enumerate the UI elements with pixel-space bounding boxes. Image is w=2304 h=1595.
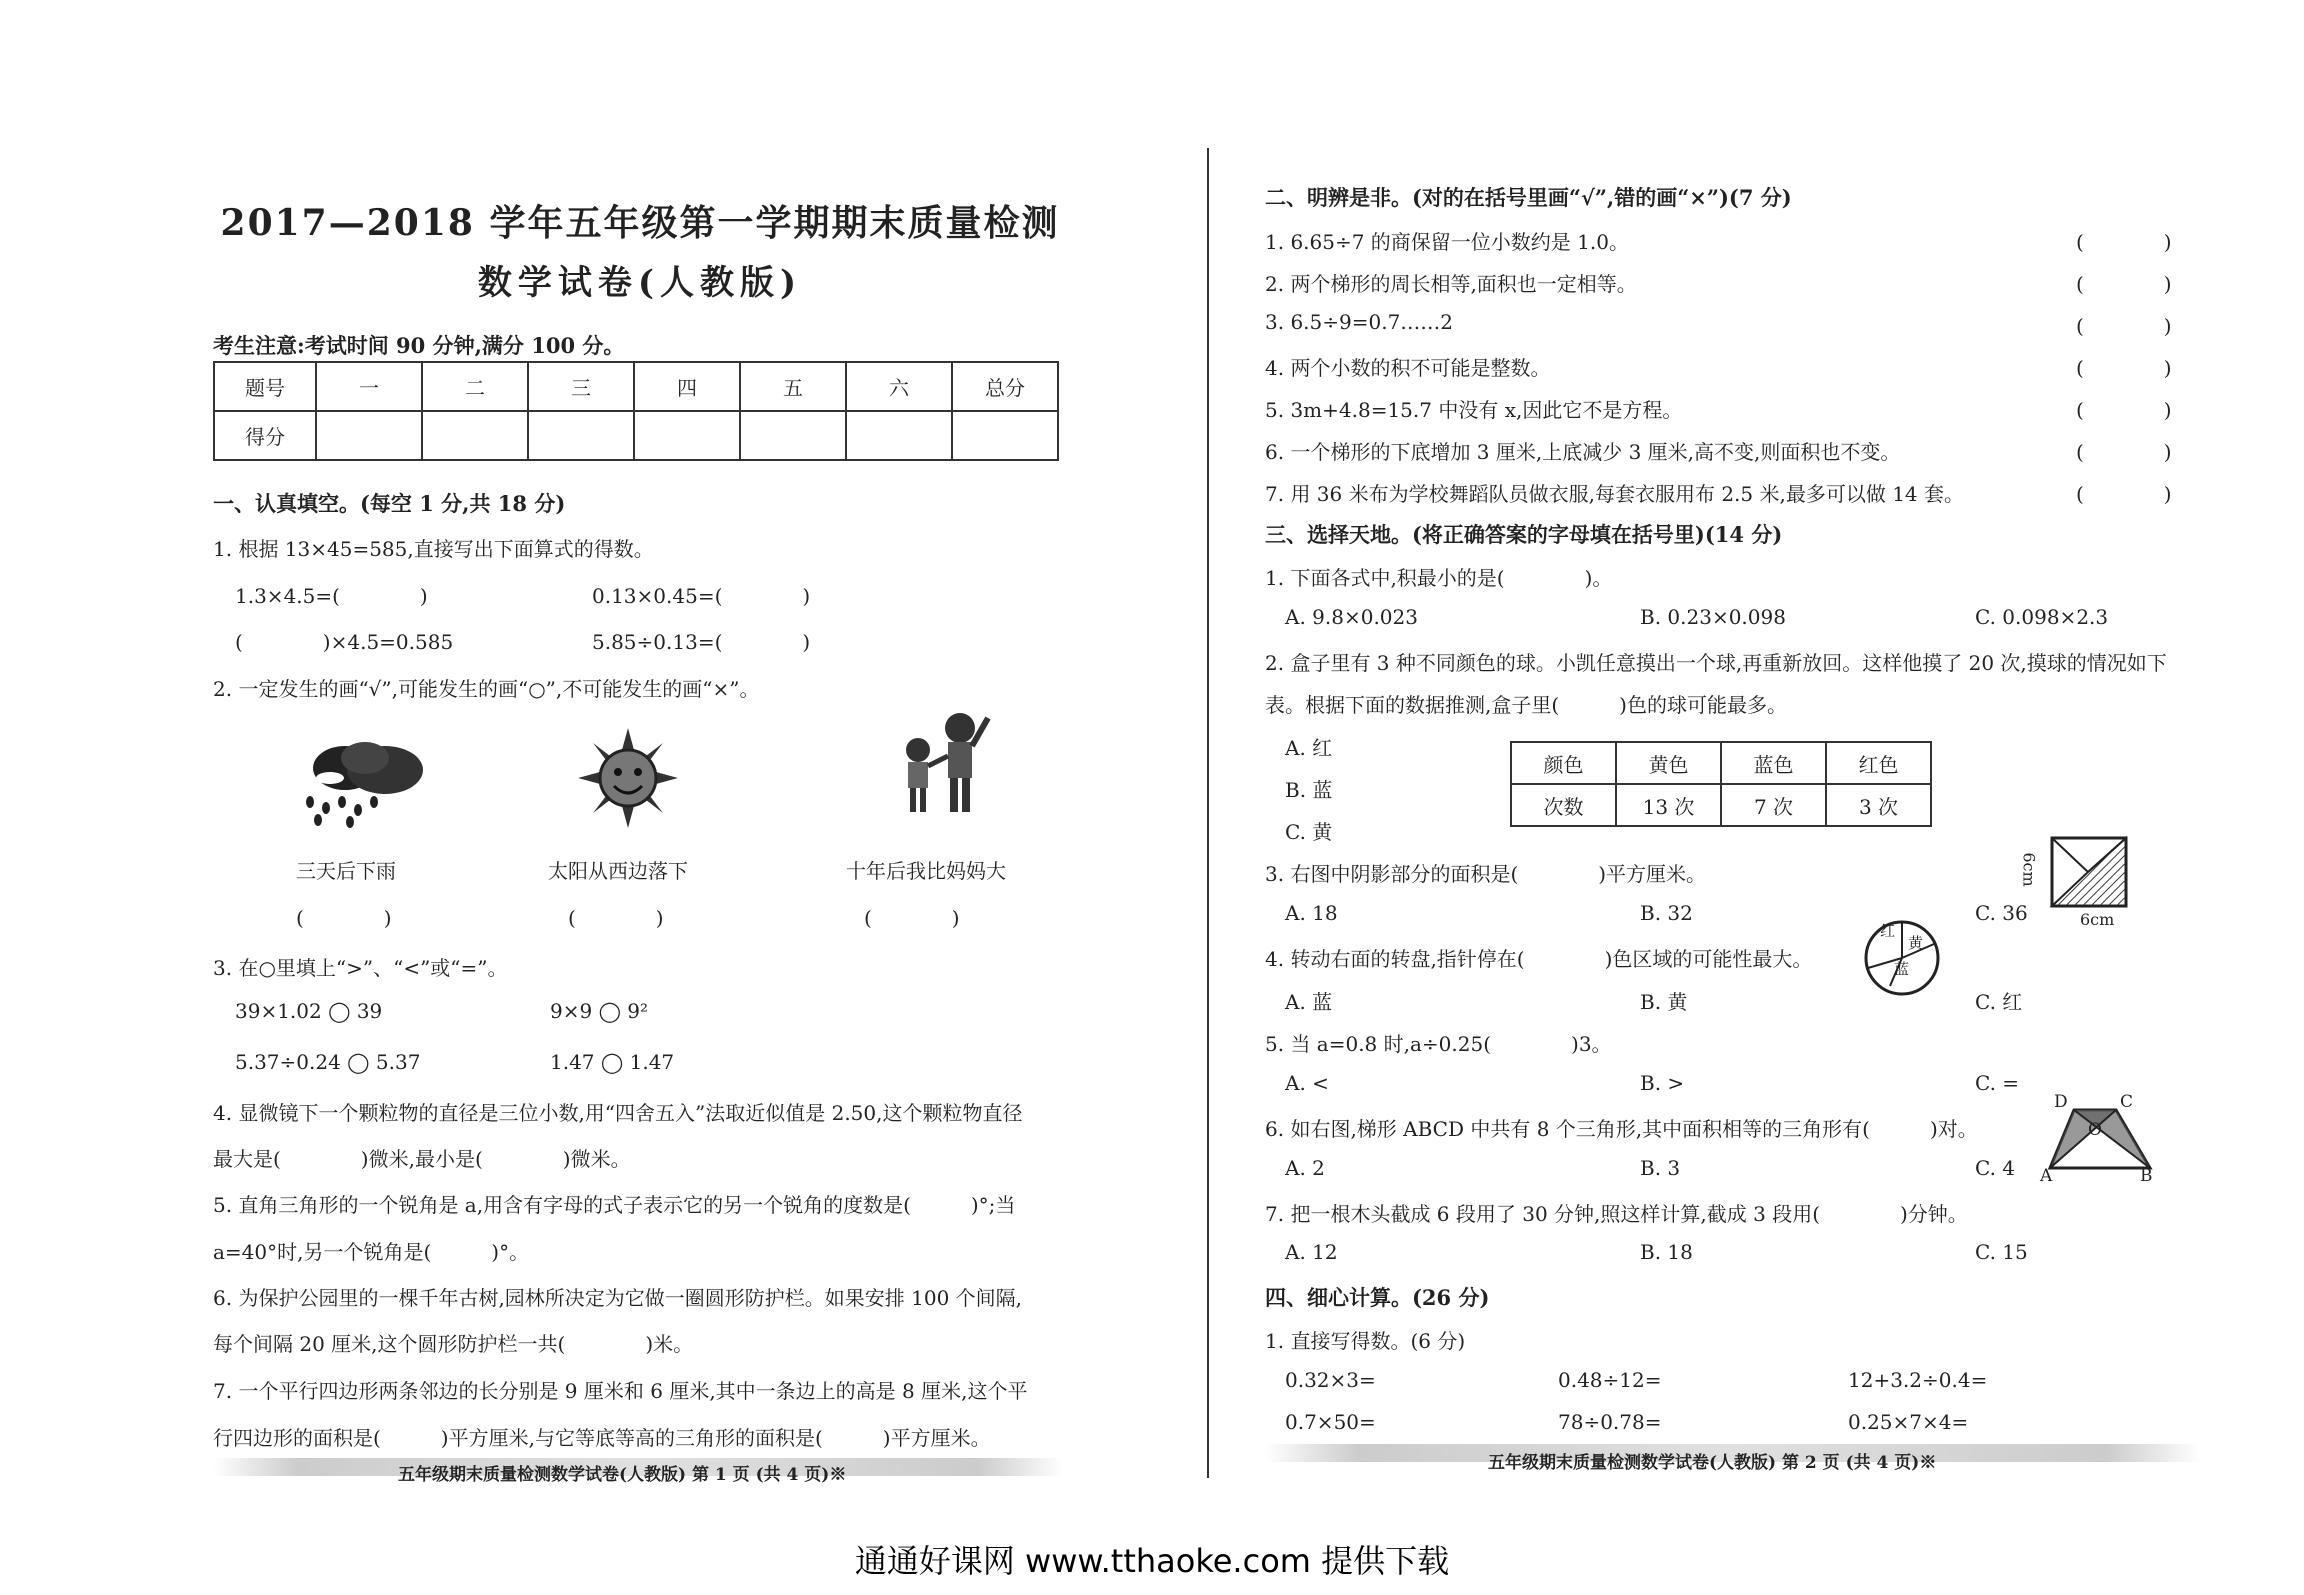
score-header-cell: 四	[634, 362, 740, 411]
question-5-line2: a=40°时,另一个锐角是( )°。	[213, 1240, 530, 1264]
calc-item: 0.25×7×4=	[1848, 1410, 1969, 1434]
color-table-cell: 3 次	[1826, 784, 1931, 826]
question-4-line2: 最大是( )微米,最小是( )微米。	[213, 1147, 631, 1171]
choice-2-line2: 表。根据下面的数据推测,盒子里( )色的球可能最多。	[1265, 693, 1787, 717]
score-cell[interactable]	[846, 411, 952, 460]
choice-4: 4. 转动右面的转盘,指针停在( )色区域的可能性最大。	[1265, 947, 1813, 971]
judge-item: 1. 6.65÷7 的商保留一位小数约是 1.0。	[1265, 230, 1629, 254]
question-6-line2: 每个间隔 20 厘米,这个圆形防护栏一共( )米。	[213, 1332, 694, 1356]
choice-6-option: C. 4	[1975, 1156, 2016, 1180]
page-divider	[1207, 148, 1209, 1478]
score-header-cell: 五	[740, 362, 846, 411]
question-6-line1: 6. 为保护公园里的一棵千年古树,园林所决定为它做一圈圆形防护栏。如果安排 100 个间隔,	[213, 1286, 1023, 1310]
choice-3: 3. 右图中阴影部分的面积是( )平方厘米。	[1265, 862, 1707, 886]
question-1: 1. 根据 13×45=585,直接写出下面算式的得数。	[213, 537, 654, 561]
sun-icon	[578, 728, 678, 828]
section-1-heading: 一、认真填空。(每空 1 分,共 18 分)	[213, 491, 566, 516]
choice-3-option: B. 32	[1640, 901, 1693, 925]
score-cell[interactable]	[740, 411, 846, 460]
question-1d: 5.85÷0.13=( )	[592, 630, 811, 654]
choice-5: 5. 当 a=0.8 时,a÷0.25( )3。	[1265, 1032, 1612, 1056]
judge-item: 2. 两个梯形的周长相等,面积也一定相等。	[1265, 272, 1637, 296]
choice-7-option: C. 15	[1975, 1240, 2028, 1264]
choice-7-option: B. 18	[1640, 1240, 1693, 1264]
question-1b: 0.13×0.45=( )	[592, 584, 811, 608]
page1-footer: 五年级期末质量检测数学试卷(人教版) 第 1 页 (共 4 页)※	[398, 1465, 847, 1485]
trapezoid-label-o: O	[2088, 1120, 2102, 1140]
q2-answer-blank[interactable]: ( )	[568, 906, 664, 930]
color-table-cell: 次数	[1511, 784, 1616, 826]
spinner-label: 红	[1880, 922, 1896, 940]
question-3b: 9×9 ◯ 9²	[550, 999, 649, 1023]
color-table-cell: 7 次	[1721, 784, 1826, 826]
judge-item: 7. 用 36 米布为学校舞蹈队员做衣服,每套衣服用布 2.5 米,最多可以做 14 套。	[1265, 482, 1965, 506]
section-4-heading: 四、细心计算。(26 分)	[1265, 1285, 1490, 1310]
question-3c: 5.37÷0.24 ◯ 5.37	[235, 1050, 421, 1074]
q2-item-label: 太阳从西边落下	[548, 859, 688, 883]
question-3: 3. 在○里填上“>”、“<”或“=”。	[213, 956, 508, 980]
color-table-cell: 13 次	[1616, 784, 1721, 826]
score-header-cell: 题号	[214, 362, 316, 411]
exam-notice: 考生注意:考试时间 90 分钟,满分 100 分。	[213, 333, 625, 358]
question-7-line2: 行四边形的面积是( )平方厘米,与它等底等高的三角形的面积是( )平方厘米。	[213, 1426, 991, 1450]
q2-item-label: 十年后我比妈妈大	[846, 859, 1006, 883]
trapezoid-label-d: D	[2054, 1092, 2068, 1112]
choice-2-option: A. 红	[1285, 736, 1333, 760]
score-row-label: 得分	[214, 411, 316, 460]
figure-side-label: 6cm	[2019, 852, 2039, 887]
score-cell[interactable]	[634, 411, 740, 460]
choice-1-option: B. 0.23×0.098	[1640, 605, 1786, 629]
section-3-heading: 三、选择天地。(将正确答案的字母填在括号里)(14 分)	[1265, 522, 1783, 547]
score-header-cell: 一	[316, 362, 422, 411]
q2-answer-blank[interactable]: ( )	[296, 906, 392, 930]
calc-1-heading: 1. 直接写得数。(6 分)	[1265, 1329, 1466, 1353]
judge-item: 6. 一个梯形的下底增加 3 厘米,上底减少 3 厘米,高不变,则面积也不变。	[1265, 440, 1901, 464]
choice-3-option: A. 18	[1285, 901, 1338, 925]
choice-3-option: C. 36	[1975, 901, 2028, 925]
choice-2-option: B. 蓝	[1285, 778, 1333, 802]
q2-item-label: 三天后下雨	[296, 859, 396, 883]
choice-7-option: A. 12	[1285, 1240, 1338, 1264]
choice-2-line1: 2. 盒子里有 3 种不同颜色的球。小凯任意摸出一个球,再重新放回。这样他摸了 20 次,摸球的情况如下	[1265, 651, 2167, 675]
calc-item: 78÷0.78=	[1558, 1410, 1662, 1434]
download-credit: 通通好课网 www.tthaoke.com 提供下载	[854, 1542, 1450, 1580]
judge-item: 4. 两个小数的积不可能是整数。	[1265, 356, 1551, 380]
color-table-cell: 黄色	[1616, 742, 1721, 784]
score-header-cell: 二	[422, 362, 528, 411]
question-1a: 1.3×4.5=( )	[235, 584, 428, 608]
page2-footer: 五年级期末质量检测数学试卷(人教版) 第 2 页 (共 4 页)※	[1488, 1453, 1937, 1473]
choice-4-option: B. 黄	[1640, 990, 1688, 1014]
score-cell[interactable]	[528, 411, 634, 460]
score-cell[interactable]	[952, 411, 1058, 460]
exam-subtitle: 数学试卷(人教版)	[477, 263, 803, 303]
trapezoid-label-c: C	[2120, 1092, 2134, 1112]
question-4-line1: 4. 显微镜下一个颗粒物的直径是三位小数,用“四舍五入”法取近似值是 2.50,这个颗粒物直径	[213, 1101, 1023, 1125]
judge-answer-blank[interactable]: ( )	[2076, 272, 2172, 296]
choice-1-option: A. 9.8×0.023	[1285, 605, 1418, 629]
judge-answer-blank[interactable]: ( )	[2076, 230, 2172, 254]
spinner-label: 黄	[1908, 934, 1924, 952]
calc-item: 0.48÷12=	[1558, 1368, 1662, 1392]
question-2: 2. 一定发生的画“√”,可能发生的画“○”,不可能发生的画“×”。	[213, 677, 760, 701]
color-table-cell: 红色	[1826, 742, 1931, 784]
calc-item: 0.32×3=	[1285, 1368, 1376, 1392]
section-2-heading: 二、明辨是非。(对的在括号里画“√”,错的画“×”)(7 分)	[1265, 185, 1792, 210]
score-cell[interactable]	[422, 411, 528, 460]
judge-answer-blank[interactable]: ( )	[2076, 314, 2172, 338]
choice-6-option: B. 3	[1640, 1156, 1681, 1180]
score-header-cell: 总分	[952, 362, 1058, 411]
question-5-line1: 5. 直角三角形的一个锐角是 a,用含有字母的式子表示它的另一个锐角的度数是( )°;当	[213, 1193, 1016, 1217]
judge-answer-blank[interactable]: ( )	[2076, 440, 2172, 464]
question-7-line1: 7. 一个平行四边形两条邻边的长分别是 9 厘米和 6 厘米,其中一条边上的高是 8 厘米,这个平	[213, 1379, 1028, 1403]
choice-1-option: C. 0.098×2.3	[1975, 605, 2109, 629]
question-3d: 1.47 ◯ 1.47	[550, 1050, 675, 1074]
q2-answer-blank[interactable]: ( )	[864, 906, 960, 930]
score-header-cell: 六	[846, 362, 952, 411]
choice-5-option: C. =	[1975, 1071, 2020, 1095]
question-1c: ( )×4.5=0.585	[235, 630, 454, 654]
shaded-square-figure	[2050, 836, 2130, 908]
color-table-cell: 蓝色	[1721, 742, 1826, 784]
choice-4-option: C. 红	[1975, 990, 2023, 1014]
judge-item: 5. 3m+4.8=15.7 中没有 x,因此它不是方程。	[1265, 398, 1683, 422]
choice-7: 7. 把一根木头截成 6 段用了 30 分钟,照这样计算,截成 3 段用( )分钟。	[1265, 1202, 1968, 1226]
calc-item: 0.7×50=	[1285, 1410, 1376, 1434]
score-cell[interactable]	[316, 411, 422, 460]
score-table	[213, 361, 1059, 461]
score-header-cell: 三	[528, 362, 634, 411]
question-3a: 39×1.02 ◯ 39	[235, 999, 383, 1023]
calc-item: 12+3.2÷0.4=	[1848, 1368, 1988, 1392]
trapezoid-label-b: B	[2140, 1166, 2153, 1186]
choice-6: 6. 如右图,梯形 ABCD 中共有 8 个三角形,其中面积相等的三角形有( )对。	[1265, 1117, 1978, 1141]
figure-bottom-label: 6cm	[2080, 910, 2115, 929]
judge-item: 3. 6.5÷9=0.7……2	[1265, 310, 1454, 334]
rain-cloud-icon	[300, 738, 430, 828]
ball-color-table	[1510, 741, 1932, 827]
judge-answer-blank[interactable]: ( )	[2076, 482, 2172, 506]
choice-5-option: B. >	[1640, 1071, 1685, 1095]
choice-4-option: A. 蓝	[1285, 990, 1333, 1014]
judge-answer-blank[interactable]: ( )	[2076, 356, 2172, 380]
mother-child-icon	[888, 708, 998, 818]
judge-answer-blank[interactable]: ( )	[2076, 398, 2172, 422]
choice-6-option: A. 2	[1285, 1156, 1325, 1180]
trapezoid-label-a: A	[2040, 1166, 2053, 1186]
choice-5-option: A. <	[1285, 1071, 1329, 1095]
exam-title: 2017—2018 学年五年级第一学期期末质量检测	[220, 202, 1060, 244]
color-table-cell: 颜色	[1511, 742, 1616, 784]
choice-2-option: C. 黄	[1285, 820, 1333, 844]
choice-1: 1. 下面各式中,积最小的是( )。	[1265, 566, 1613, 590]
spinner-label: 蓝	[1894, 960, 1910, 978]
